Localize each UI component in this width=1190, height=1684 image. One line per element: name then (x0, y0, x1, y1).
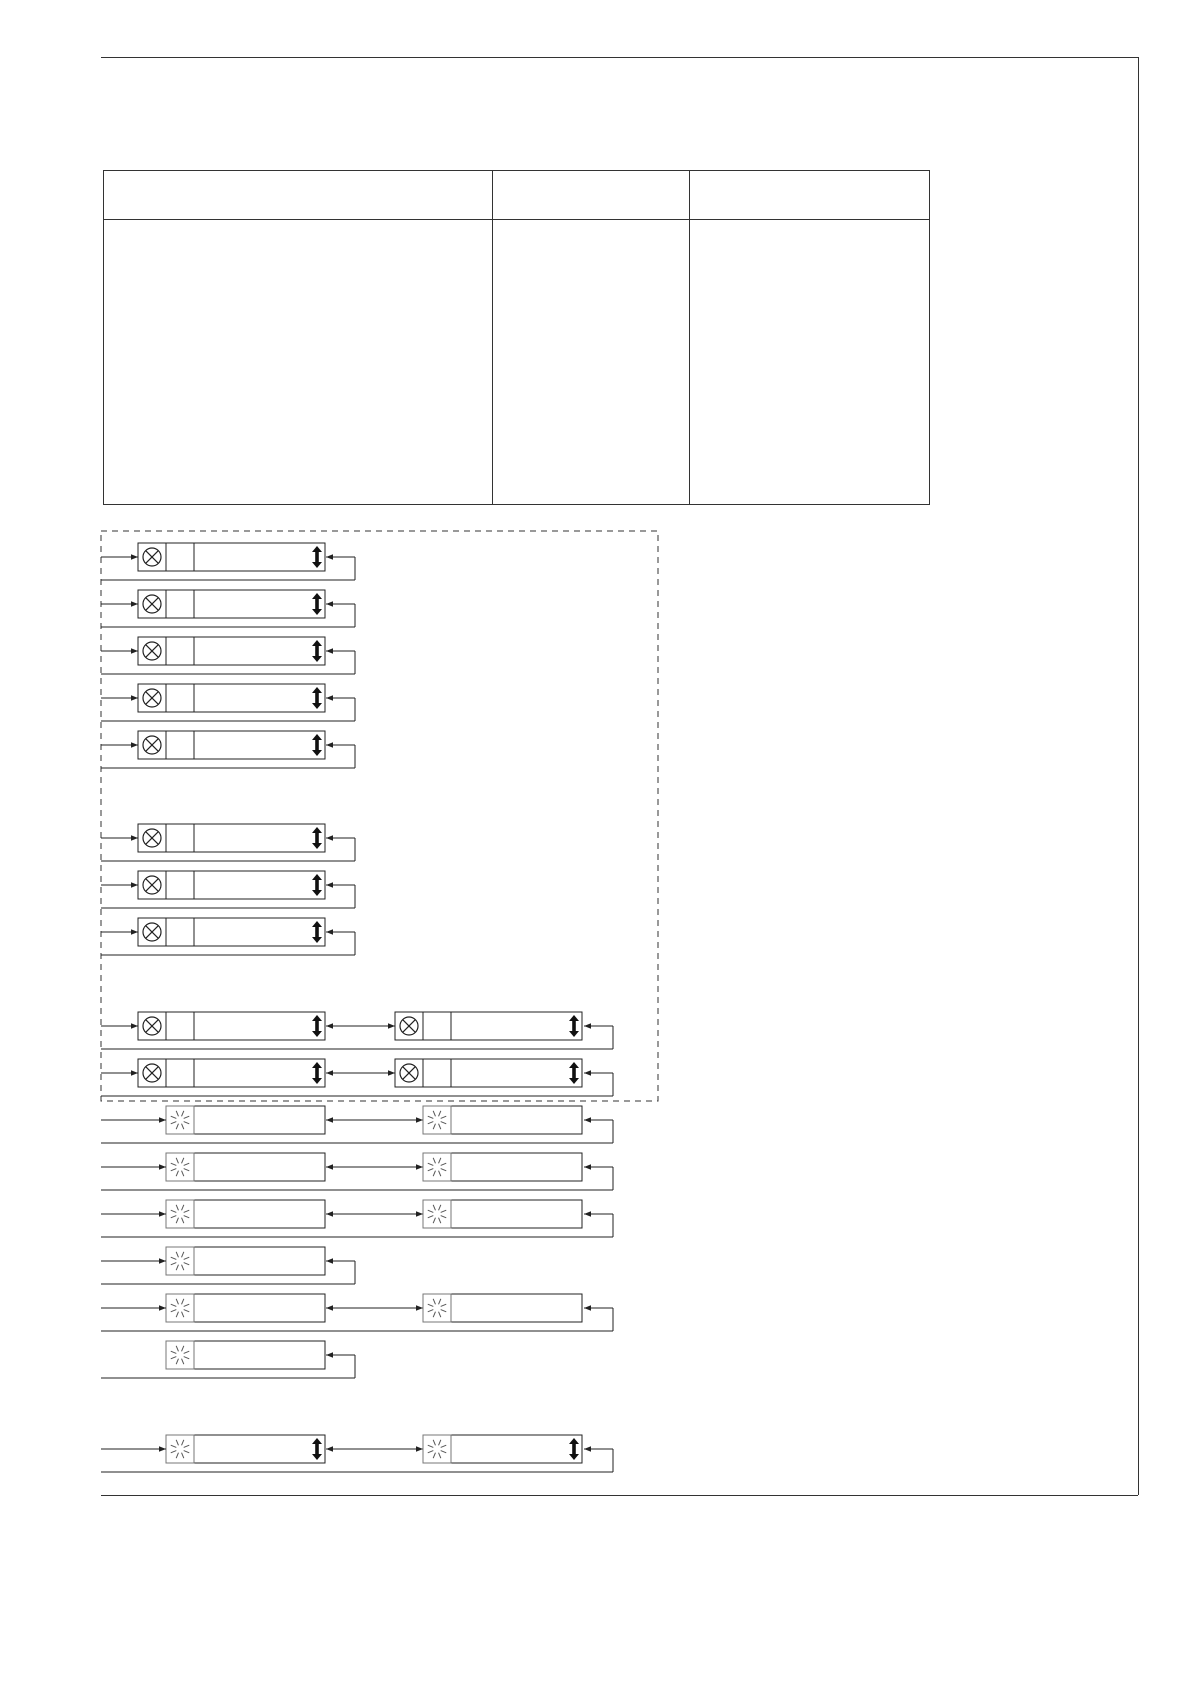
signal-unit (138, 871, 325, 899)
signal-unit (166, 1106, 325, 1134)
signal-unit (166, 1153, 325, 1181)
diagram-row (101, 1059, 613, 1096)
diagram-row (101, 590, 355, 627)
signal-unit (138, 918, 325, 946)
unit-frame (166, 1153, 325, 1181)
unit-frame (166, 1435, 325, 1463)
signal-unit (166, 1200, 325, 1228)
signal-unit (395, 1059, 582, 1087)
diagram-group-group-b (101, 824, 355, 955)
signal-unit (138, 684, 325, 712)
diagram-row (101, 824, 355, 861)
diagram-row (101, 637, 355, 674)
signal-unit (138, 543, 325, 571)
signal-unit (423, 1153, 582, 1181)
signal-unit (166, 1341, 325, 1369)
diagram-group-group-c (101, 1012, 613, 1096)
signal-unit (138, 731, 325, 759)
unit-frame (423, 1106, 582, 1134)
signal-unit (423, 1294, 582, 1322)
diagram-row (101, 1200, 613, 1237)
diagram-row (101, 1247, 355, 1284)
diagram-row (101, 1341, 355, 1378)
unit-frame (423, 1294, 582, 1322)
diagram-row (101, 543, 355, 580)
diagram-row (101, 871, 355, 908)
unit-frame (166, 1294, 325, 1322)
unit-frame (166, 1247, 325, 1275)
diagram-group-group-a (101, 543, 355, 768)
diagram-row (101, 1435, 613, 1472)
signal-unit (138, 824, 325, 852)
signal-unit (138, 590, 325, 618)
diagram-row (101, 918, 355, 955)
diagram-row (101, 1106, 613, 1143)
unit-frame (423, 1435, 582, 1463)
diagram-row (101, 684, 355, 721)
signal-unit (395, 1012, 582, 1040)
diagram-row (101, 731, 355, 768)
signal-unit (166, 1435, 325, 1463)
diagram-row (101, 1294, 613, 1331)
signal-unit (138, 1012, 325, 1040)
diagram-row (101, 1153, 613, 1190)
unit-frame (166, 1200, 325, 1228)
unit-frame (423, 1153, 582, 1181)
signal-unit (423, 1435, 582, 1463)
unit-frame (166, 1106, 325, 1134)
diagram-group-group-e (101, 1435, 613, 1472)
signal-unit (423, 1106, 582, 1134)
unit-frame (423, 1200, 582, 1228)
diagram-group-group-d (101, 1106, 613, 1378)
signal-unit (166, 1294, 325, 1322)
signal-unit (166, 1247, 325, 1275)
signal-unit (423, 1200, 582, 1228)
unit-frame (166, 1341, 325, 1369)
signal-unit (138, 1059, 325, 1087)
signal-unit (138, 637, 325, 665)
diagram-row (101, 1012, 613, 1049)
